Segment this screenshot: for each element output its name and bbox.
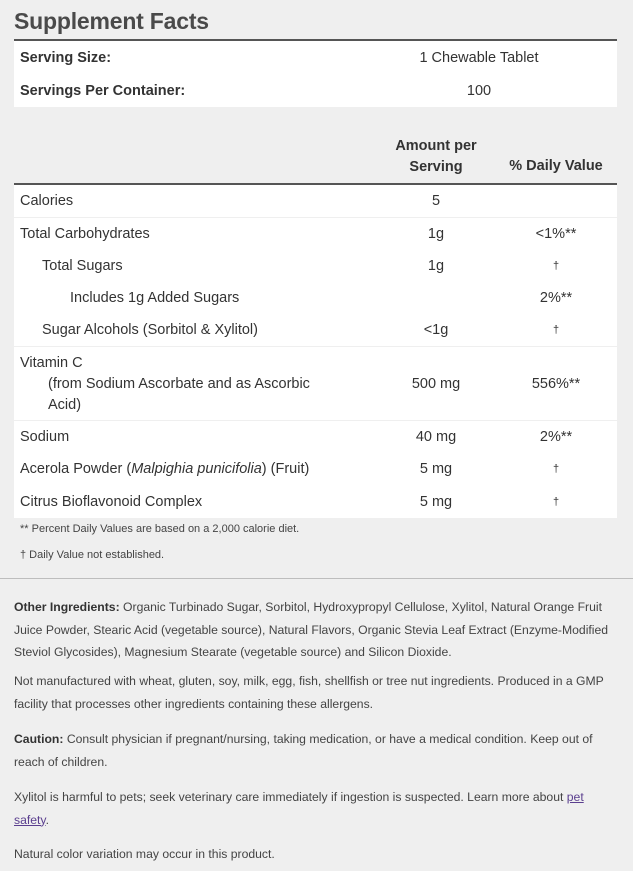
pet-safety-link[interactable]: pet safety	[14, 790, 584, 827]
footnote-percent-daily-value: ** Percent Daily Values are based on a 2,000 calorie diet.	[20, 523, 300, 535]
color-variation-note: Natural color variation may occur in this product.	[14, 847, 275, 861]
other-ingredients-text: Organic Turbinado Sugar, Sorbitol, Hydroxypropyl Cellulose, Xylitol, Natural Orange Fruit Juice Powder, Stearic Acid (vegetable source), Natural Flavors, Organic Stevia Leaf Extract (Enzyme-Modified Steviol Glycosides), Magnesium Stearate (vegetable source) and Silicon Dioxide.	[14, 600, 609, 659]
serving-size-row	[14, 41, 617, 75]
table-row: Total Sugars 1g †	[14, 250, 617, 282]
other-ingredients	[14, 596, 614, 664]
xylitol-warning: Xylitol is harmful to pets; seek veterinary care immediately if ingestion is suspected. Learn more about pet safety.	[14, 790, 584, 827]
other-ingredients-label: Other Ingredients:	[14, 600, 120, 614]
caution-label: Caution:	[14, 732, 64, 746]
xylitol-text: Xylitol is harmful to pets; seek veterinary care immediately if ingestion is suspected. Learn more about	[14, 790, 564, 804]
serving-size-label: Serving Size:	[20, 50, 112, 66]
servings-per-container-value: 100	[466, 83, 492, 99]
table-row: Sodium 40 mg 2%**	[14, 421, 617, 453]
caution-text: Consult physician if pregnant/nursing, taking medication, or have a medical condition. Keep out of reach of children.	[14, 732, 593, 769]
table-row: Sugar Alcohols (Sorbitol & Xylitol) <1g †	[14, 314, 617, 346]
serving-block	[14, 41, 617, 107]
section-divider	[0, 578, 633, 579]
table-row: Includes 1g Added Sugars 2%**	[14, 282, 617, 314]
caution-statement	[14, 728, 614, 773]
daily-value-header: % Daily Value	[509, 158, 603, 174]
table-row: Total Carbohydrates 1g <1%**	[14, 218, 617, 250]
serving-size-value: 1 Chewable Tablet	[419, 50, 539, 66]
nutrient-table	[14, 185, 617, 518]
table-row: Citrus Bioflavonoid Complex 5 mg †	[14, 485, 617, 518]
allergen-statement: Not manufactured with wheat, gluten, soy, milk, egg, fish, shellfish or tree nut ingredients. Produced in a GMP facility that processes other ingredients containing these allergens.	[14, 674, 604, 711]
amount-per-serving-header: Amount per Serving	[395, 138, 477, 175]
servings-per-container-row	[14, 75, 617, 107]
table-row: Vitamin C (from Sodium Ascorbate and as Ascorbic Acid) 500 mg 556%**	[14, 347, 617, 420]
footnote-dagger: † Daily Value not established.	[20, 549, 165, 561]
table-row: Acerola Powder (Malpighia punicifolia) (Fruit) 5 mg †	[14, 453, 617, 485]
page-title: Supplement Facts	[14, 8, 209, 34]
table-row: Calories 5	[14, 185, 617, 217]
servings-per-container-label: Servings Per Container:	[20, 83, 186, 99]
